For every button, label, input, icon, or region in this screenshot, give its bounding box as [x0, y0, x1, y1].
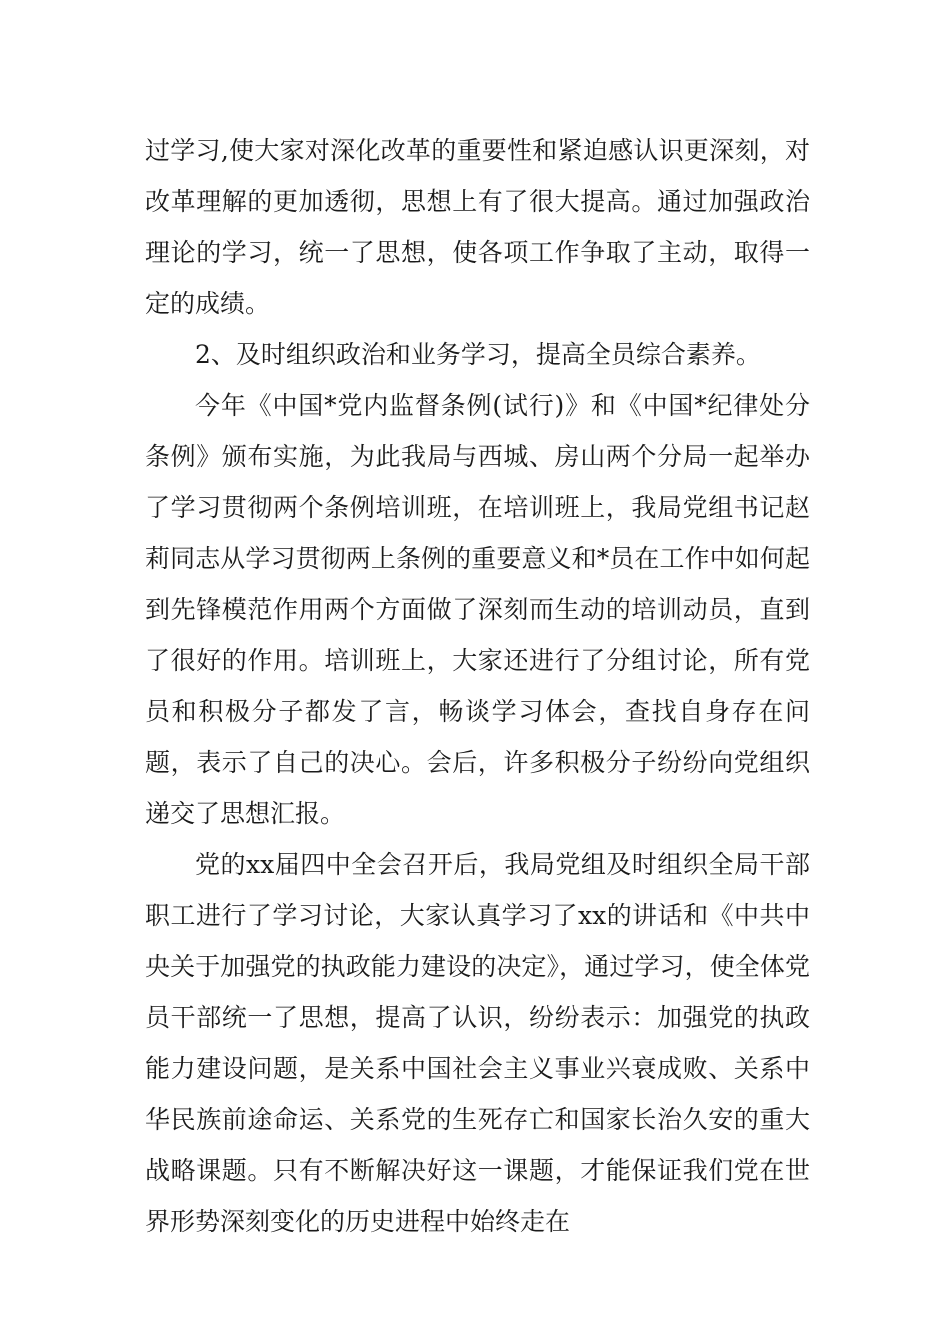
document-body [145, 125, 810, 1247]
paragraph-plenum-study: 党的xx届四中全会召开后，我局党组及时组织全局干部职工进行了学习讨论，大家认真学习了xx的讲话和《中共中央关于加强党的执政能力建设的决定》，通过学习，使全体党员干部统一了思想，提高了认识，纷纷表示：加强党的执政能力建设问题，是关系中国社会主义事业兴衰成败、关系中华民族前途命运、关系党的生死存亡和国家长治久安的重大战略课题。只有不断解决好这一课题，才能保证我们党在世界形势深刻变化的历史进程中始终走在 [145, 850, 810, 1236]
paragraph-section-heading: 2、及时组织政治和业务学习，提高全员综合素养。 [195, 340, 761, 369]
paragraph-regulations-training: 今年《中国*党内监督条例(试行)》和《中国*纪律处分条例》颁布实施，为此我局与西城、房山两个分局一起举办了学习贯彻两个条例培训班，在培训班上，我局党组书记赵莉同志从学习贯彻两上条例的重要意义和*员在工作中如何起到先锋模范作用两个方面做了深刻而生动的培训动员，直到了很好的作用。培训班上，大家还进行了分组讨论，所有党员和积极分子都发了言，畅谈学习体会，查找自身存在问题，表示了自己的决心。会后，许多积极分子纷纷向党组织递交了思想汇报。 [145, 391, 810, 828]
paragraph-intro-continuation: 过学习,使大家对深化改革的重要性和紧迫感认识更深刻，对改革理解的更加透彻，思想上有了很大提高。通过加强政治理论的学习，统一了思想，使各项工作争取了主动，取得一定的成绩。 [145, 136, 810, 318]
